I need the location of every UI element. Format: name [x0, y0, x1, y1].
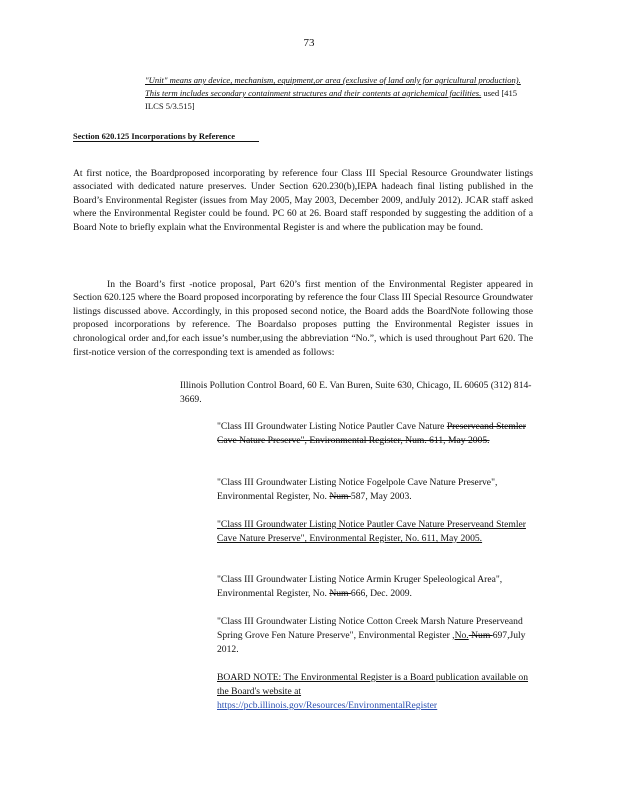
entry-text: 587, May 2003.: [350, 491, 412, 502]
listing-entry-pautler-deleted: [217, 420, 535, 448]
struck-text: Num: [468, 630, 493, 641]
entry-text: "Class III Groundwater Listing Notice Fogelpole Cave Nature Preserve", Environmental Register, No.: [217, 477, 498, 502]
listing-entry-fogelpole: [217, 476, 535, 504]
unit-definition: [145, 74, 530, 113]
entry-text: "Class III Groundwater Listing Notice Armin Kruger Speleological Area", Environmental Register, No.: [217, 574, 503, 599]
board-note: [217, 671, 535, 713]
definition-text: "Unit" means any device, mechanism, equipment,or area (exclusive of land only for agricultural production). This term includes secondary containment structures and their contents at agrichemical facilities.: [145, 75, 521, 98]
board-address: Illinois Pollution Control Board, 60 E. Van Buren, Suite 630, Chicago, IL 60605 (312) 814-3669.: [180, 380, 532, 405]
paragraph-board-proposal: In the Board’s first -notice proposal, Part 620’s first mention of the Environmental Register appeared in Section 620.125 where the Board proposed incorporating by reference the four Class III Special Resource Groundwater listings discussed above. Accordingly, in this proposed second notice, the Board adds the BoardNote following those proposed incorporations by reference. The Boardalso proposes putting the Environmental Register issues in chronological order and,for each issue’s number,using the abbreviation “No.”, which is used throughout Part 620. The first-notice version of the corresponding text is amended as follows:: [73, 278, 533, 358]
entry-text: 666, Dec. 2009.: [350, 588, 412, 599]
page-number: 73: [303, 37, 315, 49]
inserted-text: No.: [454, 630, 469, 641]
struck-text: Num: [329, 491, 351, 502]
paragraph-first-notice: At first notice, the Boardproposed incorporating by reference four Class III Special Resource Groundwater listings associated with dedicated nature preserves. Under Section 620.230(b),IEPA hadeach final listing published in the Board’s Environmental Register (issues from May 2005, May 2003, December 2009, andJuly 2012). JCAR staff asked where the Environmental Register could be found. PC 60 at 26. Board staff responded by suggesting the addition of a Board Note to briefly explain what the Environmental Register is and where the publication may be found.: [73, 167, 533, 233]
entry-text: "Class III Groundwater Listing Notice Cotton Creek Marsh Nature Preserveand Spring Grove Fen Nature Preserve", Environmental Register ,: [217, 616, 523, 641]
listing-entry-armin-kruger: [217, 573, 535, 601]
struck-text: Num: [329, 588, 351, 599]
listing-entry-cotton-creek: [217, 615, 535, 657]
definition-used-word: used: [483, 88, 500, 98]
listing-entry-pautler-inserted: "Class III Groundwater Listing Notice Pautler Cave Nature Preserveand Stemler Cave Nature Preserve", Environmental Register, No. 611, May 2005.: [217, 519, 526, 544]
environmental-register-link[interactable]: https://pcb.illinois.gov/Resources/EnvironmentalRegister: [217, 700, 438, 711]
definition-citation: [415 ILCS 5/3.515]: [145, 88, 518, 111]
entry-text: "Class III Groundwater Listing Notice Pautler Cave Nature: [217, 421, 447, 432]
entry-text: 697,July 2012.: [217, 630, 526, 655]
struck-text: Preserveand Stemler Cave Nature Preserve", Environmental Register, Num. 611, May 2005.: [217, 421, 526, 446]
section-heading: Section 620.125 Incorporations by Reference: [73, 131, 259, 142]
board-note-text: BOARD NOTE: The Environmental Register is a Board publication available on the Board's website at: [217, 672, 529, 697]
